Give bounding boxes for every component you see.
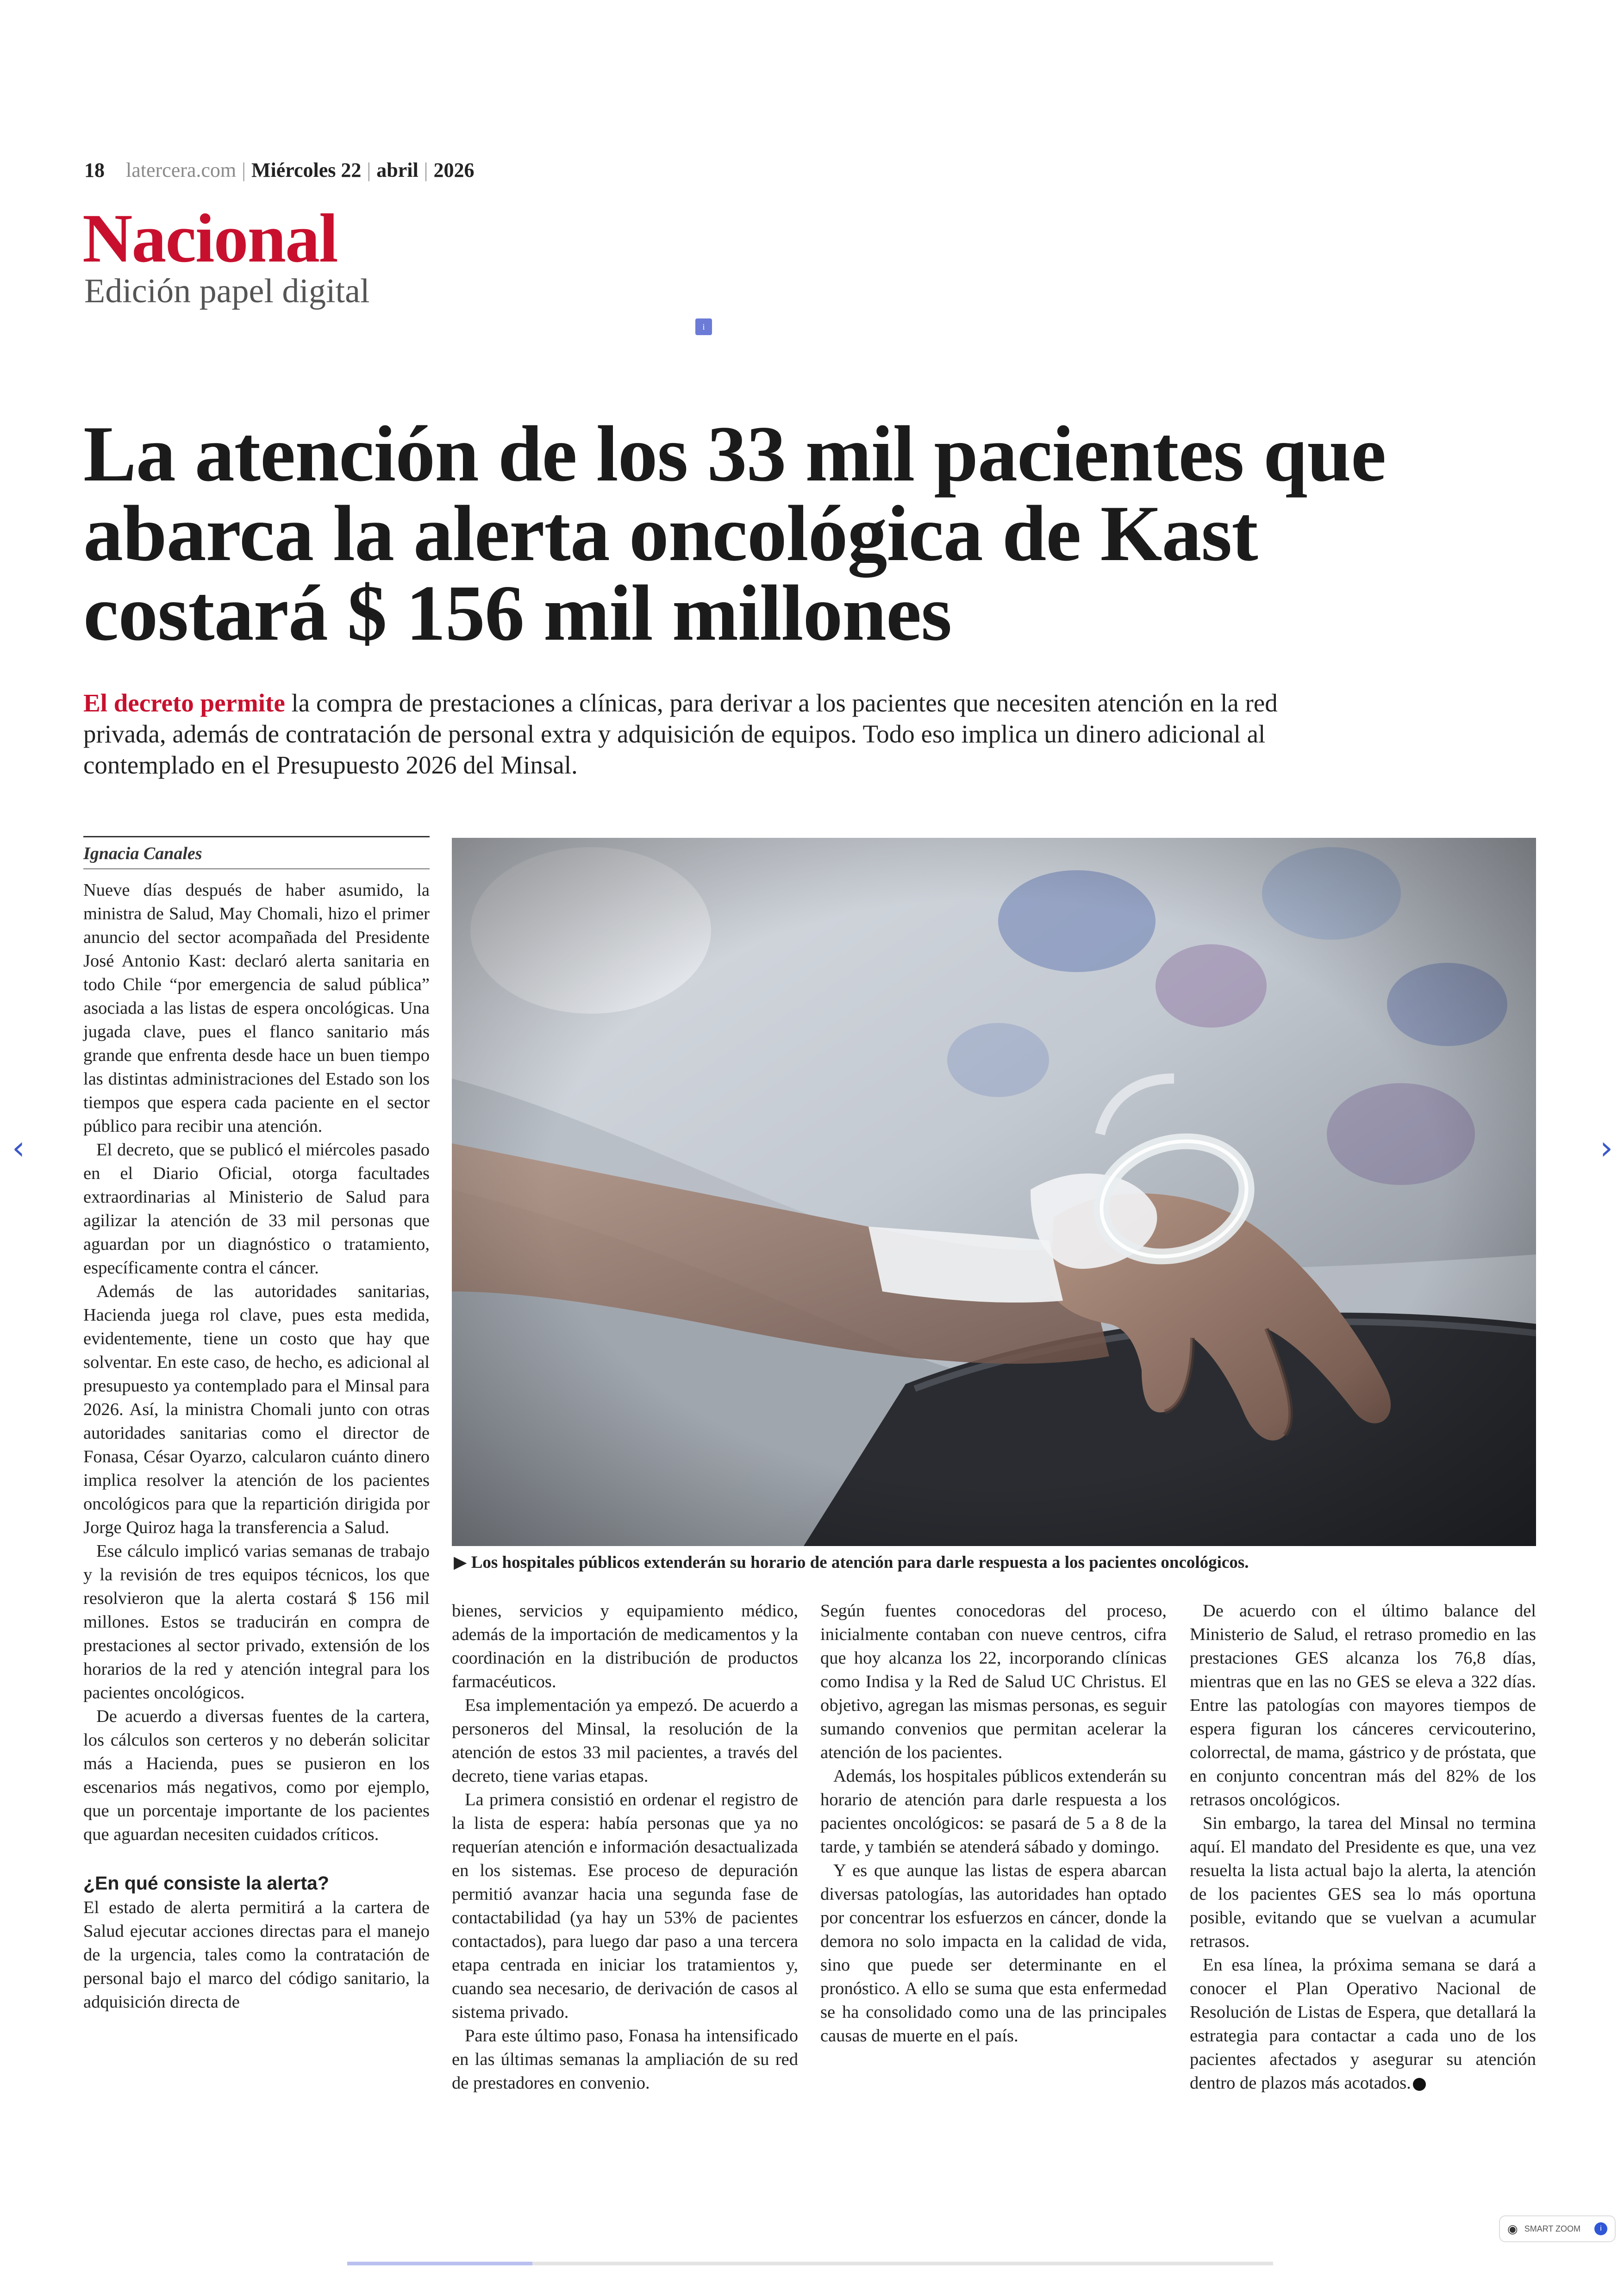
chevron-left-icon[interactable]: ‹: [12, 1129, 25, 1167]
paragraph: De acuerdo con el último balance del Ministerio de Salud, el retraso promedio en las prestaciones GES alcanza los 76,8 días, mientras que en las no GES se eleva a 322 días. Entre las patologías con mayores tiempos de espera figuran los cánceres cervicouterino, colorrectal, de mama, gástrico y de próstata, que en conjunto concentran más del 82% de los retrasos oncológicos.: [1190, 1601, 1536, 1809]
date-weekday: Miércoles 22: [251, 159, 362, 181]
date-year: 2026: [433, 159, 475, 181]
page-header: [84, 158, 474, 182]
photo-caption: [454, 1552, 1537, 1574]
author-name: Ignacia Canales: [83, 844, 202, 863]
paragraph: Esa implementación ya empezó. De acuerdo a personeros del Minsal, la resolución de la atención de estos 33 mil pacientes, a través del decreto, tiene varias etapas.: [452, 1696, 798, 1786]
paragraph: Para este último paso, Fonasa ha intensificado en las últimas semanas la ampliación de su red de prestadores en convenio.: [452, 2026, 798, 2093]
info-marker-icon[interactable]: i: [695, 318, 712, 335]
end-mark-icon: [1413, 2078, 1426, 2091]
paragraph: Nueve días después de haber asumido, la ministra de Salud, May Chomali, hizo el primer anuncio del sector acompañada del Presidente José Antonio Kast: declaró alerta sanitaria en todo Chile “por emergencia de salud pública” asociada a las listas de espera oncológicas. Una jugada clave, pues el flanco sanitario más grande que enfrenta desde hace un buen tiempo las distintas administraciones del Estado son los tiempos que espera cada paciente en el sector público para recibir una atención.: [83, 880, 430, 1136]
lead-text: la compra de prestaciones a clínicas, para derivar a los pacientes que necesiten atención en la red privada, además de contratación de personal extra y adquisición de equipos. Todo eso implica un dinero adicional al contemplado en el Presupuesto 2026 del Minsal.: [83, 689, 1278, 779]
scroll-progress[interactable]: [347, 2262, 1273, 2265]
paragraph: Según fuentes conocedoras del proceso, inicialmente contaban con nueve centros, cifra que hoy alcanza los 22, incorporando clínicas como Indisa y la Red de Salud UC Christus. El objetivo, agregan las mismas personas, es seguir sumando convenios que permitan acelerar la atención de los pacientes.: [820, 1601, 1167, 1762]
lead-highlight: El decreto permite: [83, 689, 285, 717]
caption-triangle-icon: ▶: [454, 1553, 471, 1572]
article-column-4: [1190, 1599, 1536, 2095]
smart-zoom-label: SMART ZOOM: [1524, 2224, 1581, 2233]
eye-icon: ◉: [1507, 2221, 1518, 2236]
caption-text: Los hospitales públicos extenderán su horario de atención para darle respuesta a los pacientes oncológicos.: [471, 1553, 1249, 1572]
spacer: [83, 1846, 430, 1870]
smart-zoom-button[interactable]: [1499, 2215, 1616, 2242]
page-number: 18: [84, 159, 105, 181]
paragraph: El decreto, que se publicó el miércoles pasado en el Diario Oficial, otorga facultades extraordinarias al Ministerio de Salud para agilizar la atención de 33 mil personas que aguardan por un diagnóstico o tratamiento, específicamente contra el cáncer.: [83, 1140, 430, 1278]
article-column-3: [820, 1599, 1167, 2048]
paragraph: El estado de alerta permitirá a la cartera de Salud ejecutar acciones directas para el manejo de la urgencia, tales como la contratación de personal bajo el marco del código sanitario, la adquisición directa de: [83, 1898, 430, 2012]
article-column-1: [83, 879, 430, 2014]
paragraph: Ese cálculo implicó varias semanas de trabajo y la revisión de tres equipos técnicos, los que resolvieron que la alerta costará $ 156 mil millones. Estos se traducirán en compra de prestaciones al sector privado, extensión de los horarios de la red y atención integral para los pacientes oncológicos.: [83, 1541, 430, 1703]
paragraph: Además de las autoridades sanitarias, Hacienda juega rol clave, pues esta medida, evidentemente, tiene un costo que hay que solventar. En este caso, de hecho, es adicional al presupuesto ya contemplado para el Minsal para 2026. Así, la ministra Chomali junto con otras autoridades sanitarias como el director de Fonasa, César Oyarzo, calcularon cuánto dinero implica resolver la atención de los pacientes oncológicos para que la repartición dirigida por Jorge Quiroz haga la transferencia a Salud.: [83, 1282, 430, 1537]
paragraph: Y es que aunque las listas de espera abarcan diversas patologías, las autoridades han optado por concentrar los esfuerzos en cáncer, donde la demora no solo impacta en la calidad de vida, sino que puede ser determinante en el pronóstico. A ello se suma que esta enfermedad se ha consolidado como una de las principales causas de muerte en el país.: [820, 1861, 1167, 2046]
chevron-right-icon[interactable]: ›: [1600, 1129, 1613, 1167]
paragraph: Sin embargo, la tarea del Minsal no termina aquí. El mandato del Presidente es que, una vez resuelta la lista actual bajo la alerta, la atención de los pacientes GES sea lo más oportuna posible, evitando que se vuelvan a acumular retrasos.: [1190, 1814, 1536, 1951]
divider: [83, 836, 430, 837]
subheading: ¿En qué consiste la alerta?: [83, 1872, 329, 1894]
divider: [83, 868, 430, 869]
scroll-progress-fill: [347, 2262, 532, 2265]
separator: |: [367, 159, 371, 181]
paragraph: La primera consistió en ordenar el registro de la lista de espera: había personas que ya no requerían atención e información desactualizada en los sistemas. Ese proceso de depuración permitió avanzar hacia una segunda fase de contactabilidad (ya hay un 53% de pacientes contactados), para luego dar paso a una tercera etapa centrada en iniciar los tratamientos y, cuando sea necesario, de derivación de casos al sistema privado.: [452, 1790, 798, 2022]
separator: |: [242, 159, 246, 181]
paragraph: Además, los hospitales públicos extenderán su horario de atención para darle respuesta a los pacientes oncológicos: se pasará de 5 a 8 de la tarde, y también se atenderá sábado y domingo.: [820, 1766, 1167, 1857]
section-title: Nacional: [82, 200, 337, 277]
paragraph: De acuerdo a diversas fuentes de la cartera, los cálculos son certeros y no deberán solicitar más a Hacienda, pues se pusieron en los escenarios más negativos, como por ejemplo, que un porcentaje importante de los pacientes que aguardan necesiten cuidados críticos.: [83, 1707, 430, 1844]
article-headline: La atención de los 33 mil pacientes que abarca la alerta oncológica de Kast costará $ 156 mil millones: [83, 410, 1386, 657]
section-subtitle: Edición papel digital: [84, 272, 370, 310]
paragraph-text: En esa línea, la próxima semana se dará a conocer el Plan Operativo Nacional de Resolución de Listas de Espera, que detallará la estrategia para contactar a cada uno de los pacientes afectados y asegurar su atención dentro de plazos más acotados.: [1190, 1955, 1536, 2093]
date-month: abril: [376, 159, 418, 181]
article-photo: [452, 838, 1536, 1546]
paragraph: bienes, servicios y equipamiento médico, además de la importación de medicamentos y la coordinación en la distribución de productos farmacéuticos.: [452, 1601, 798, 1691]
site-name: latercera.com: [126, 159, 237, 181]
paragraph: [1190, 1953, 1536, 2095]
info-icon: i: [1594, 2222, 1607, 2235]
article-lead: [83, 687, 1305, 780]
article-column-2: [452, 1599, 798, 2095]
separator: |: [424, 159, 428, 181]
